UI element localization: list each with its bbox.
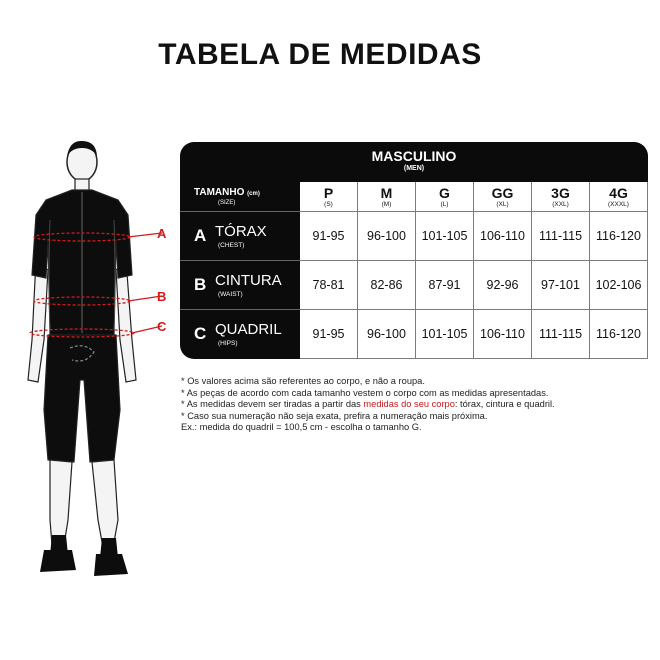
row-label-chest: A TÓRAX (CHEST) [180,212,300,261]
row-label-hips: C QUADRIL (HIPS) [180,310,300,359]
table-cell: 111-115 [532,212,590,261]
notes [181,376,555,434]
size-label-cell [180,182,300,212]
note-4: * Caso sua numeração não seja exata, prefira a numeração mais próxima. [181,410,488,421]
table-cell: 96-100 [358,310,416,359]
page-title: TABELA DE MEDIDAS [158,38,482,71]
size-header: GG (XL) [474,182,532,212]
table-header-title: MASCULINO [371,148,457,164]
note-2: * As peças de acordo com cada tamanho vestem o corpo com as medidas apresentadas. [181,387,549,398]
marker-c: C [157,319,167,334]
table-cell: 91-95 [300,310,358,359]
table-cell: 101-105 [416,212,474,261]
table-cell: 111-115 [532,310,590,359]
marker-a: A [157,226,167,241]
size-label: TAMANHO [194,187,245,198]
table-cell: 92-96 [474,261,532,310]
table-cell: 106-110 [474,310,532,359]
size-header: 3G (XXL) [532,182,590,212]
size-unit: (cm) [247,191,260,197]
table-cell: 96-100 [358,212,416,261]
note-5: Ex.: medida do quadril = 100,5 cm - escolha o tamanho G. [181,422,422,432]
table-cell: 106-110 [474,212,532,261]
table-header [180,142,648,182]
size-table [180,142,648,359]
table-header-subtitle: (MEN) [403,165,425,172]
size-header: P (S) [300,182,358,212]
note-1: * Os valores acima são referentes ao corpo, e não a roupa. [181,376,425,386]
table-cell: 101-105 [416,310,474,359]
table-cell: 82-86 [358,261,416,310]
cyclist-figure [14,130,184,590]
table-cell: 102-106 [590,261,648,310]
table-cell: 116-120 [590,212,648,261]
table-cell: 91-95 [300,212,358,261]
size-sub: (SIZE) [218,200,236,206]
size-header: G (L) [416,182,474,212]
marker-b: B [157,289,167,304]
table-cell: 78-81 [300,261,358,310]
table-cell: 97-101 [532,261,590,310]
row-label-waist: B CINTURA (WAIST) [180,261,300,310]
table-cell: 87-91 [416,261,474,310]
size-header: 4G (XXXL) [590,182,648,212]
size-header: M (M) [358,182,416,212]
note-3: * As medidas devem ser tiradas a partir das medidas do seu corpo: tórax, cintura e quadril. [181,399,555,409]
table-cell: 116-120 [590,310,648,359]
